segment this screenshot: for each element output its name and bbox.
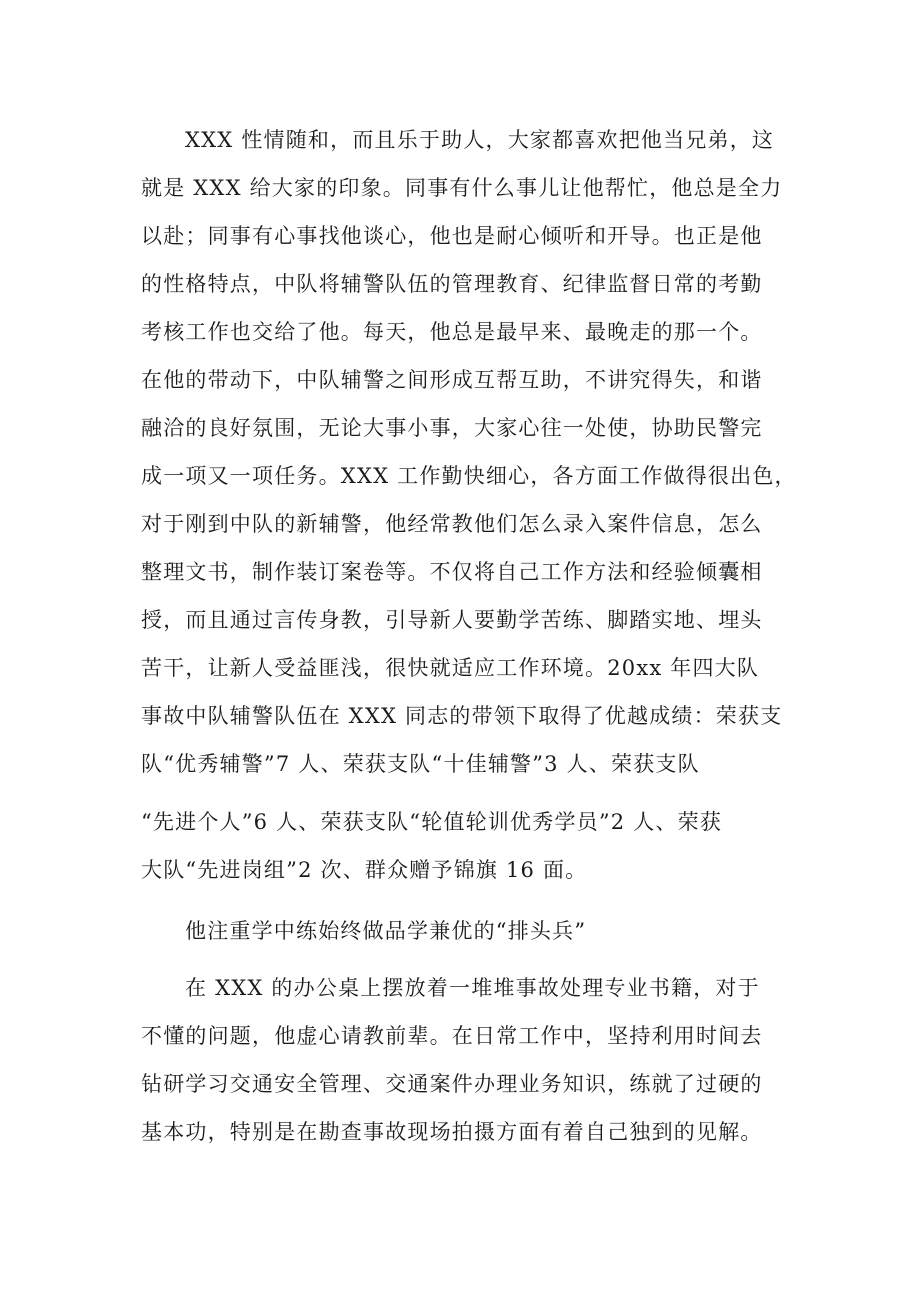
paragraph-line: 基本功，特别是在勘查事故现场拍摄方面有着自己独到的见解。 [141,1120,763,1144]
paragraph-line: 不懂的问题，他虚心请教前辈。在日常工作中，坚持利用时间去 [141,1024,763,1048]
paragraph-line: 在 XXX 的办公桌上摆放着一堆堆事故处理专业书籍，对于 [185,976,760,1000]
paragraph-line: 授，而且通过言传身教，引导新人要勤学苦练、脚踏实地、埋头 [141,608,763,632]
paragraph-line: 就是 XXX 给大家的印象。同事有什么事儿让他帮忙，他总是全力 [141,176,783,200]
paragraph-line: 苦干，让新人受益匪浅，很快就适应工作环境。20xx 年四大队 [141,656,760,680]
paragraph-line: 的性格特点，中队将辅警队伍的管理教育、纪律监督日常的考勤 [141,272,763,296]
paragraph-line: 事故中队辅警队伍在 XXX 同志的带领下取得了优越成绩：荣获支 [141,704,783,728]
section-heading: 他注重学中练始终做品学兼优的“排头兵” [185,919,587,943]
paragraph-line: 考核工作也交给了他。每天，他总是最早来、最晚走的那一个。 [141,320,763,344]
paragraph-line: 成一项又一项任务。XXX 工作勤快细心，各方面工作做得很出色， [141,464,797,488]
paragraph-line: 大队“先进岗组”2 次、群众赠予锦旗 16 面。 [141,858,588,882]
paragraph-line: 队“优秀辅警”7 人、荣获支队“十佳辅警”3 人、荣获支队 [141,752,700,776]
paragraph-line: 融洽的良好氛围，无论大事小事，大家心往一处使，协助民警完 [141,416,763,440]
paragraph-line: 钻研学习交通安全管理、交通案件办理业务知识，练就了过硬的 [141,1072,763,1096]
paragraph-line: “先进个人”6 人、荣获支队“轮值轮训优秀学员”2 人、荣获 [141,810,723,834]
paragraph-line: 以赴；同事有心事找他谈心，他也是耐心倾听和开导。也正是他 [141,224,763,248]
paragraph-line: XXX 性情随和，而且乐于助人，大家都喜欢把他当兄弟，这 [185,128,775,152]
paragraph-line: 对于刚到中队的新辅警，他经常教他们怎么录入案件信息，怎么 [141,512,763,536]
paragraph-line: 整理文书，制作装订案卷等。不仅将自己工作方法和经验倾囊相 [141,560,763,584]
paragraph-line: 在他的带动下，中队辅警之间形成互帮互助，不讲究得失，和谐 [141,368,763,392]
